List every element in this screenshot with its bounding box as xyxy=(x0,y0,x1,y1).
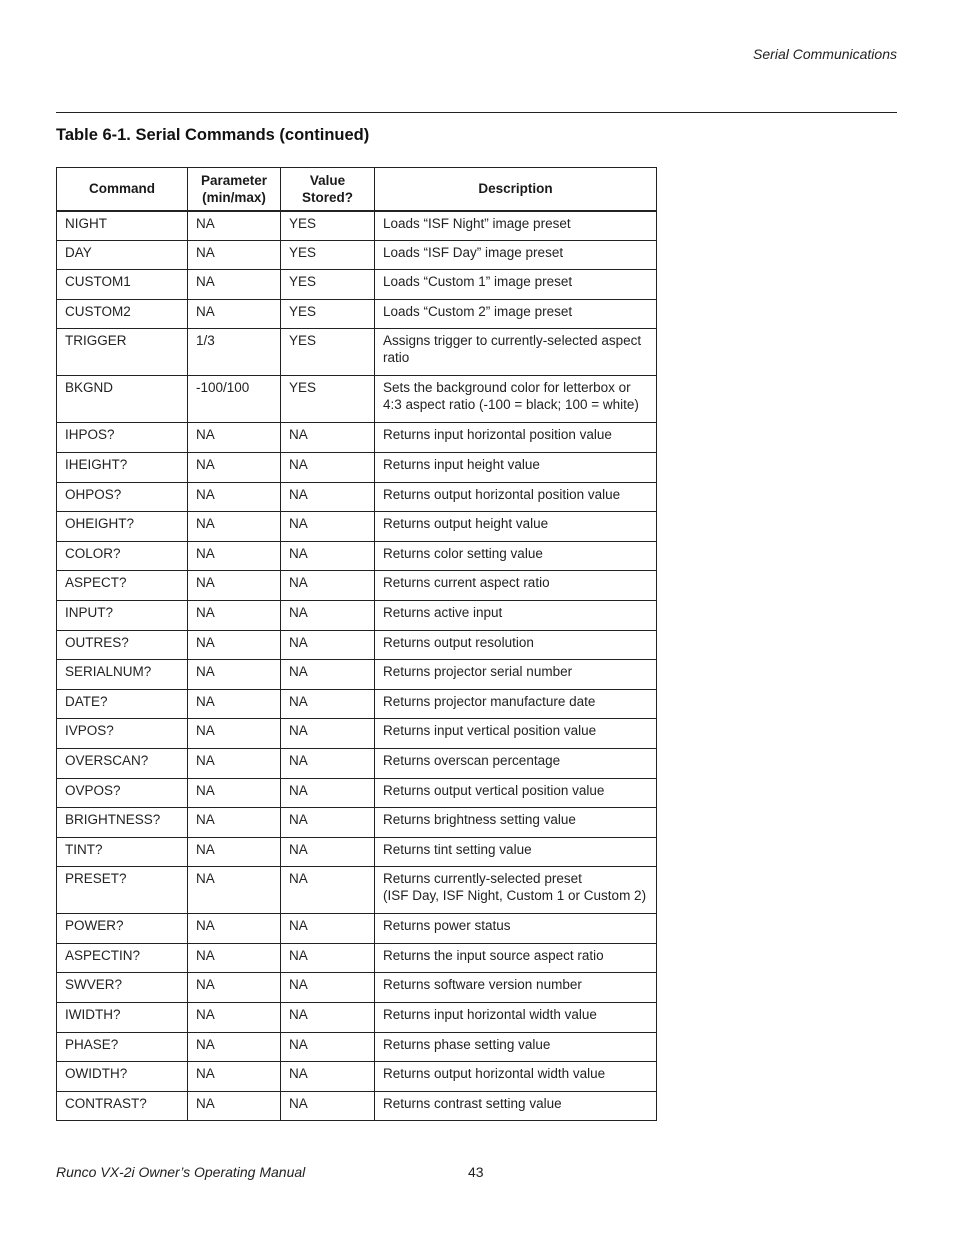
table-row xyxy=(57,423,657,453)
parameter-cell: NA xyxy=(188,943,281,973)
table-row xyxy=(57,689,657,719)
description-cell xyxy=(375,211,657,241)
header-command: Command xyxy=(57,168,188,211)
description-cell xyxy=(375,630,657,660)
value-stored-cell: NA xyxy=(281,689,375,719)
parameter-cell: NA xyxy=(188,1062,281,1092)
description-line: Returns currently-selected preset xyxy=(383,871,582,887)
description-line: Returns output height value xyxy=(383,516,549,532)
value-stored-cell: NA xyxy=(281,512,375,542)
description-line: Returns the input source aspect ratio xyxy=(383,947,604,963)
description-line: Returns output horizontal width value xyxy=(383,1066,606,1082)
description-cell xyxy=(375,660,657,690)
description-cell xyxy=(375,423,657,453)
parameter-cell: NA xyxy=(188,778,281,808)
parameter-cell: NA xyxy=(188,837,281,867)
footer-page-number: 43 xyxy=(468,1164,484,1180)
command-cell: PHASE? xyxy=(57,1032,188,1062)
command-cell: PRESET? xyxy=(57,867,188,914)
description-cell xyxy=(375,778,657,808)
description-line: Returns input height value xyxy=(383,456,540,472)
table-row xyxy=(57,630,657,660)
value-stored-cell: NA xyxy=(281,867,375,914)
description-cell xyxy=(375,943,657,973)
table-row xyxy=(57,808,657,838)
description-line: Returns input horizontal width value xyxy=(383,1007,597,1023)
parameter-cell: NA xyxy=(188,689,281,719)
parameter-cell: NA xyxy=(188,571,281,601)
table-row xyxy=(57,1003,657,1033)
description-cell xyxy=(375,748,657,778)
parameter-cell: NA xyxy=(188,270,281,300)
table-row xyxy=(57,329,657,376)
value-stored-cell: NA xyxy=(281,837,375,867)
table-row xyxy=(57,914,657,944)
description-cell xyxy=(375,600,657,630)
description-cell xyxy=(375,837,657,867)
table-row xyxy=(57,1062,657,1092)
parameter-cell: NA xyxy=(188,600,281,630)
command-cell: CUSTOM2 xyxy=(57,299,188,329)
description-cell xyxy=(375,867,657,914)
description-line: Returns active input xyxy=(383,604,503,620)
description-cell xyxy=(375,719,657,749)
parameter-cell: NA xyxy=(188,1091,281,1121)
description-cell xyxy=(375,452,657,482)
description-line: Returns power status xyxy=(383,918,511,934)
header-description: Description xyxy=(375,168,657,211)
command-cell: OWIDTH? xyxy=(57,1062,188,1092)
description-line: Returns brightness setting value xyxy=(383,812,576,828)
command-cell: ASPECT? xyxy=(57,571,188,601)
description-line: (ISF Day, ISF Night, Custom 1 or Custom 2) xyxy=(383,888,647,904)
command-cell: OUTRES? xyxy=(57,630,188,660)
description-cell xyxy=(375,571,657,601)
value-stored-cell: NA xyxy=(281,482,375,512)
table-row xyxy=(57,778,657,808)
table-row xyxy=(57,837,657,867)
description-line: Returns input vertical position value xyxy=(383,723,597,739)
value-stored-cell: YES xyxy=(281,299,375,329)
parameter-cell: NA xyxy=(188,423,281,453)
table-row xyxy=(57,943,657,973)
value-stored-cell: NA xyxy=(281,1003,375,1033)
value-stored-cell: NA xyxy=(281,778,375,808)
value-stored-cell: NA xyxy=(281,600,375,630)
table-row xyxy=(57,482,657,512)
description-line: Returns input horizontal position value xyxy=(383,427,612,443)
table-row xyxy=(57,867,657,914)
description-cell xyxy=(375,329,657,376)
value-stored-cell: YES xyxy=(281,240,375,270)
value-stored-cell: NA xyxy=(281,660,375,690)
table-row xyxy=(57,512,657,542)
table-row xyxy=(57,1091,657,1121)
command-cell: TINT? xyxy=(57,837,188,867)
parameter-cell: NA xyxy=(188,541,281,571)
header-parameter: Parameter (min/max) xyxy=(188,168,281,211)
description-line: Returns output vertical position value xyxy=(383,782,605,798)
header-value-stored: Value Stored? xyxy=(281,168,375,211)
command-cell: OVPOS? xyxy=(57,778,188,808)
description-line: Returns output resolution xyxy=(383,634,534,650)
parameter-cell: NA xyxy=(188,299,281,329)
parameter-cell: NA xyxy=(188,660,281,690)
table-body xyxy=(57,211,657,1121)
description-cell xyxy=(375,1062,657,1092)
description-cell xyxy=(375,914,657,944)
table-row xyxy=(57,719,657,749)
parameter-cell: NA xyxy=(188,482,281,512)
description-cell xyxy=(375,1091,657,1121)
table-row xyxy=(57,571,657,601)
value-stored-cell: NA xyxy=(281,914,375,944)
value-stored-cell: NA xyxy=(281,1062,375,1092)
value-stored-cell: YES xyxy=(281,329,375,376)
description-cell xyxy=(375,541,657,571)
table-title: Table 6-1. Serial Commands (continued) xyxy=(56,126,370,144)
parameter-cell: NA xyxy=(188,748,281,778)
parameter-cell: NA xyxy=(188,973,281,1003)
description-line: Returns output horizontal position value xyxy=(383,486,621,502)
table-row xyxy=(57,660,657,690)
description-line: Returns overscan percentage xyxy=(383,752,561,768)
table-row xyxy=(57,600,657,630)
parameter-cell: NA xyxy=(188,240,281,270)
table-row xyxy=(57,299,657,329)
table-row xyxy=(57,1032,657,1062)
value-stored-cell: YES xyxy=(281,270,375,300)
value-stored-cell: NA xyxy=(281,423,375,453)
command-cell: CONTRAST? xyxy=(57,1091,188,1121)
description-line: Returns phase setting value xyxy=(383,1036,551,1052)
description-cell xyxy=(375,270,657,300)
command-cell: INPUT? xyxy=(57,600,188,630)
description-line: Loads “Custom 1” image preset xyxy=(383,274,573,290)
description-cell xyxy=(375,376,657,423)
command-cell: IVPOS? xyxy=(57,719,188,749)
description-cell xyxy=(375,973,657,1003)
parameter-cell: NA xyxy=(188,452,281,482)
value-stored-cell: NA xyxy=(281,452,375,482)
description-line: Assigns trigger to currently-selected aspect xyxy=(383,333,642,349)
parameter-cell: -100/100 xyxy=(188,376,281,423)
value-stored-cell: YES xyxy=(281,211,375,241)
parameter-cell: NA xyxy=(188,719,281,749)
table-row xyxy=(57,211,657,241)
value-stored-cell: NA xyxy=(281,748,375,778)
description-cell xyxy=(375,299,657,329)
description-line: Loads “Custom 2” image preset xyxy=(383,303,573,319)
value-stored-cell: YES xyxy=(281,376,375,423)
parameter-cell: NA xyxy=(188,914,281,944)
description-line: Loads “ISF Night” image preset xyxy=(383,215,571,231)
description-cell xyxy=(375,240,657,270)
parameter-cell: NA xyxy=(188,808,281,838)
parameter-cell: NA xyxy=(188,211,281,241)
description-line: Loads “ISF Day” image preset xyxy=(383,244,564,260)
command-cell: IWIDTH? xyxy=(57,1003,188,1033)
value-stored-cell: NA xyxy=(281,630,375,660)
table-row xyxy=(57,541,657,571)
description-line: Sets the background color for letterbox or xyxy=(383,380,631,396)
command-cell: BRIGHTNESS? xyxy=(57,808,188,838)
table-header-row xyxy=(57,168,657,211)
parameter-cell: NA xyxy=(188,1003,281,1033)
description-cell xyxy=(375,689,657,719)
footer-manual-title: Runco VX-2i Owner’s Operating Manual xyxy=(56,1164,306,1180)
command-cell: ASPECTIN? xyxy=(57,943,188,973)
parameter-cell: NA xyxy=(188,512,281,542)
value-stored-cell: NA xyxy=(281,719,375,749)
description-line: Returns projector manufacture date xyxy=(383,693,596,709)
description-cell xyxy=(375,1003,657,1033)
command-cell: IHPOS? xyxy=(57,423,188,453)
description-line: Returns contrast setting value xyxy=(383,1095,562,1111)
description-cell xyxy=(375,808,657,838)
serial-commands-table xyxy=(56,167,657,1121)
description-line: Returns tint setting value xyxy=(383,841,532,857)
command-cell: OHEIGHT? xyxy=(57,512,188,542)
value-stored-cell: NA xyxy=(281,571,375,601)
command-cell: POWER? xyxy=(57,914,188,944)
command-cell: CUSTOM1 xyxy=(57,270,188,300)
command-cell: SERIALNUM? xyxy=(57,660,188,690)
table-row xyxy=(57,973,657,1003)
command-cell: OVERSCAN? xyxy=(57,748,188,778)
command-cell: OHPOS? xyxy=(57,482,188,512)
header-rule xyxy=(56,112,897,113)
value-stored-cell: NA xyxy=(281,808,375,838)
description-line: Returns software version number xyxy=(383,977,582,993)
command-cell: TRIGGER xyxy=(57,329,188,376)
value-stored-cell: NA xyxy=(281,1032,375,1062)
table-row xyxy=(57,270,657,300)
command-cell: DATE? xyxy=(57,689,188,719)
table-row xyxy=(57,452,657,482)
parameter-cell: NA xyxy=(188,1032,281,1062)
description-line: Returns projector serial number xyxy=(383,664,573,680)
value-stored-cell: NA xyxy=(281,943,375,973)
command-cell: BKGND xyxy=(57,376,188,423)
table-row xyxy=(57,748,657,778)
description-cell xyxy=(375,482,657,512)
value-stored-cell: NA xyxy=(281,973,375,1003)
parameter-cell: NA xyxy=(188,867,281,914)
command-cell: COLOR? xyxy=(57,541,188,571)
description-cell xyxy=(375,1032,657,1062)
command-cell: NIGHT xyxy=(57,211,188,241)
table-row xyxy=(57,240,657,270)
running-header: Serial Communications xyxy=(753,46,897,62)
table-row xyxy=(57,376,657,423)
value-stored-cell: NA xyxy=(281,541,375,571)
description-line: Returns color setting value xyxy=(383,545,543,561)
description-line: 4:3 aspect ratio (-100 = black; 100 = white) xyxy=(383,397,639,413)
command-cell: DAY xyxy=(57,240,188,270)
description-line: ratio xyxy=(383,350,410,366)
value-stored-cell: NA xyxy=(281,1091,375,1121)
description-line: Returns current aspect ratio xyxy=(383,575,550,591)
command-cell: IHEIGHT? xyxy=(57,452,188,482)
description-cell xyxy=(375,512,657,542)
parameter-cell: NA xyxy=(188,630,281,660)
command-cell: SWVER? xyxy=(57,973,188,1003)
parameter-cell: 1/3 xyxy=(188,329,281,376)
